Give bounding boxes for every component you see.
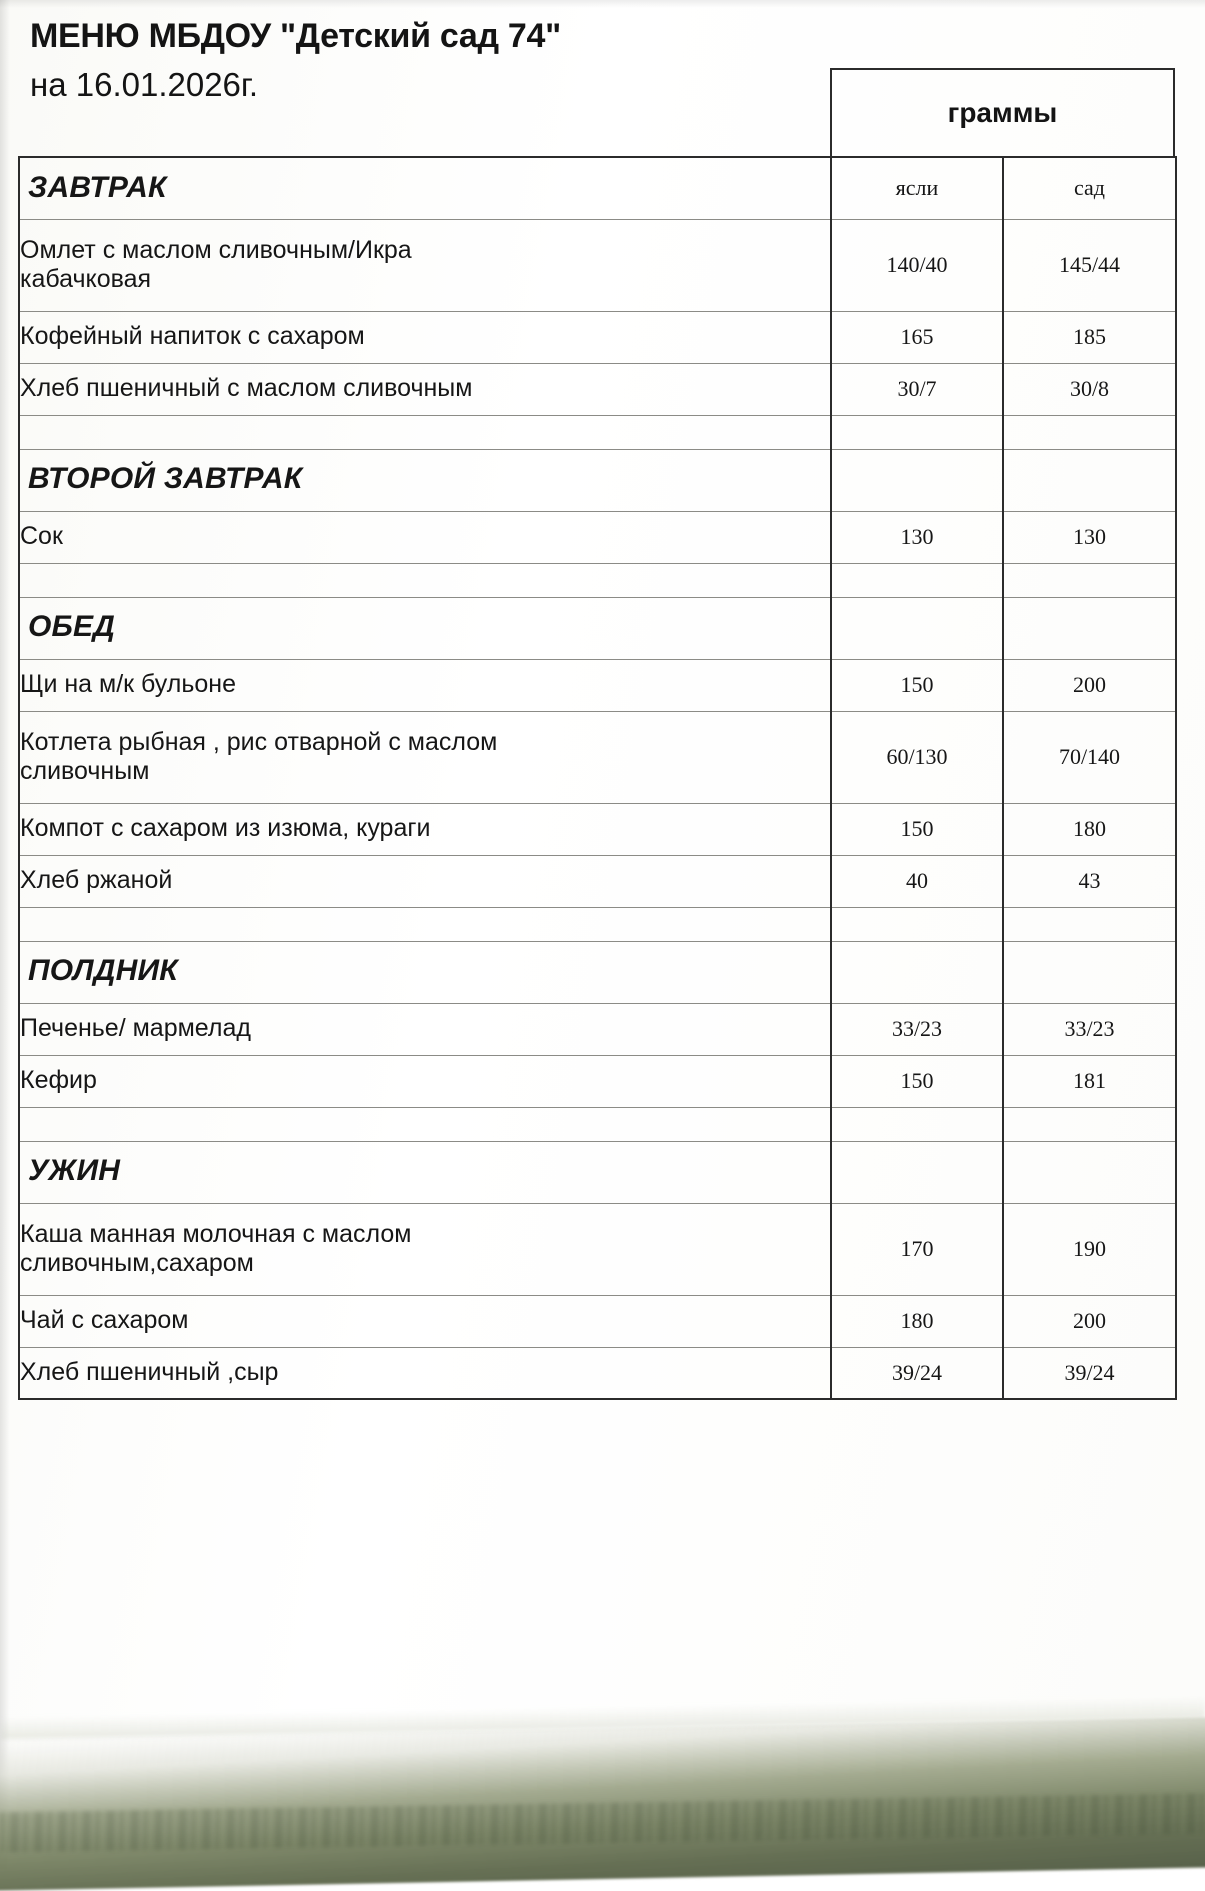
dish-name	[19, 711, 831, 803]
portion-nursery: 150	[831, 1055, 1003, 1107]
dish-name-line-1: Сок	[20, 522, 63, 551]
dish-name-line-2: кабачковая	[20, 265, 152, 293]
spacer-cell	[19, 1107, 831, 1141]
portion-kindergarten: 39/24	[1003, 1347, 1176, 1399]
spacer-row	[19, 415, 1176, 449]
scan-artifact-streak	[0, 1794, 1205, 1853]
document-date: на 16.01.2026г.	[30, 66, 259, 104]
portion-kindergarten: 180	[1003, 803, 1176, 855]
scan-artifact	[0, 1679, 1205, 1869]
portion-nursery: 170	[831, 1203, 1003, 1295]
table-row	[19, 311, 1176, 363]
portion-nursery: 30/7	[831, 363, 1003, 415]
dish-name-line-1: Хлеб пшеничный ,сыр	[20, 1358, 279, 1386]
table-row	[19, 711, 1176, 803]
units-header-label: граммы	[947, 97, 1058, 128]
table-row	[19, 219, 1176, 311]
dish-name	[19, 803, 831, 855]
dish-name-line-2: сливочным,сахаром	[20, 1249, 254, 1277]
scan-artifact-lip	[0, 1696, 1205, 1739]
dish-name	[19, 363, 831, 415]
column-header-nursery: ясли	[831, 157, 1003, 219]
table-row	[19, 511, 1176, 563]
title-block	[30, 16, 730, 107]
portion-nursery: 180	[831, 1295, 1003, 1347]
scan-edge-shadow-top	[0, 0, 1205, 8]
spacer-cell	[831, 563, 1003, 597]
section-heading-row-afternoon-snack	[19, 941, 1176, 1003]
dish-name-line-1: Хлеб пшеничный с маслом сливочным	[20, 374, 473, 403]
table-row	[19, 1347, 1176, 1399]
portion-nursery: 39/24	[831, 1347, 1003, 1399]
portion-nursery: 130	[831, 511, 1003, 563]
section-spacer-nursery	[831, 1141, 1003, 1203]
section-spacer-nursery	[831, 449, 1003, 511]
portion-kindergarten: 70/140	[1003, 711, 1176, 803]
section-heading-supper: УЖИН	[19, 1141, 831, 1203]
section-spacer-nursery	[831, 941, 1003, 1003]
dish-name-line-1: Кофейный напиток с сахаром	[20, 322, 365, 351]
section-heading-row-lunch	[19, 597, 1176, 659]
dish-name	[19, 1003, 831, 1055]
dish-name-line-1: Омлет с маслом сливочным/Икра	[20, 235, 412, 264]
dish-name	[19, 1295, 831, 1347]
dish-name-line-1: Котлета рыбная , рис отварной с маслом	[20, 727, 498, 756]
section-heading-row-breakfast	[19, 157, 1176, 219]
table-row	[19, 855, 1176, 907]
portion-kindergarten: 181	[1003, 1055, 1176, 1107]
spacer-cell	[19, 415, 831, 449]
dish-name-line-1: Щи на м/к бульоне	[20, 670, 236, 699]
section-spacer-kindergarten	[1003, 449, 1176, 511]
spacer-cell	[831, 415, 1003, 449]
spacer-cell	[1003, 415, 1176, 449]
dish-name-line-1: Хлеб ржаной	[20, 866, 173, 895]
scan-artifact-band	[0, 1717, 1205, 1891]
table-row	[19, 659, 1176, 711]
spacer-cell	[831, 907, 1003, 941]
portion-nursery: 150	[831, 659, 1003, 711]
section-heading-second-breakfast: ВТОРОЙ ЗАВТРАК	[19, 449, 831, 511]
portion-kindergarten: 43	[1003, 855, 1176, 907]
dish-name-line-1: Кефир	[20, 1066, 97, 1095]
column-header-kindergarten: сад	[1003, 157, 1176, 219]
portion-nursery: 33/23	[831, 1003, 1003, 1055]
table-row	[19, 1295, 1176, 1347]
spacer-cell	[19, 563, 831, 597]
section-spacer-kindergarten	[1003, 941, 1176, 1003]
portion-kindergarten: 185	[1003, 311, 1176, 363]
dish-name	[19, 1203, 831, 1295]
menu-table	[18, 156, 1177, 1400]
menu-table-body	[19, 157, 1176, 1399]
dish-name	[19, 659, 831, 711]
table-row	[19, 1203, 1176, 1295]
section-spacer-kindergarten	[1003, 1141, 1176, 1203]
portion-kindergarten: 200	[1003, 659, 1176, 711]
portion-kindergarten: 200	[1003, 1295, 1176, 1347]
portion-nursery: 140/40	[831, 219, 1003, 311]
section-heading-lunch: ОБЕД	[19, 597, 831, 659]
table-row	[19, 803, 1176, 855]
dish-name	[19, 219, 831, 311]
dish-name-line-2: сливочным	[20, 757, 150, 785]
table-row	[19, 1003, 1176, 1055]
portion-kindergarten: 130	[1003, 511, 1176, 563]
spacer-row	[19, 1107, 1176, 1141]
spacer-cell	[19, 907, 831, 941]
table-row	[19, 363, 1176, 415]
dish-name-line-1: Каша манная молочная с маслом	[20, 1219, 412, 1248]
portion-nursery: 165	[831, 311, 1003, 363]
dish-name	[19, 311, 831, 363]
spacer-cell	[1003, 563, 1176, 597]
spacer-row	[19, 563, 1176, 597]
scan-edge-shadow-left	[0, 0, 10, 1869]
dish-name-line-1: Чай с сахаром	[20, 1306, 189, 1335]
portion-nursery: 60/130	[831, 711, 1003, 803]
dish-name	[19, 1055, 831, 1107]
table-row	[19, 1055, 1176, 1107]
portion-kindergarten: 30/8	[1003, 363, 1176, 415]
portion-kindergarten: 145/44	[1003, 219, 1176, 311]
section-heading-row-supper	[19, 1141, 1176, 1203]
section-spacer-kindergarten	[1003, 597, 1176, 659]
spacer-cell	[1003, 907, 1176, 941]
portion-kindergarten: 33/23	[1003, 1003, 1176, 1055]
section-spacer-nursery	[831, 597, 1003, 659]
dish-name	[19, 855, 831, 907]
section-heading-breakfast: ЗАВТРАК	[19, 157, 831, 219]
portion-kindergarten: 190	[1003, 1203, 1176, 1295]
dish-name	[19, 1347, 831, 1399]
spacer-row	[19, 907, 1176, 941]
spacer-cell	[1003, 1107, 1176, 1141]
dish-name	[19, 511, 831, 563]
spacer-cell	[831, 1107, 1003, 1141]
section-heading-afternoon-snack: ПОЛДНИК	[19, 941, 831, 1003]
portion-nursery: 150	[831, 803, 1003, 855]
document-title: МЕНЮ МБДОУ "Детский сад 74"	[30, 17, 561, 55]
portion-nursery: 40	[831, 855, 1003, 907]
section-heading-row-second-breakfast	[19, 449, 1176, 511]
units-header-box	[830, 68, 1175, 156]
dish-name-line-1: Компот с сахаром из изюма, кураги	[20, 814, 431, 843]
dish-name-line-1: Печенье/ мармелад	[20, 1014, 251, 1043]
